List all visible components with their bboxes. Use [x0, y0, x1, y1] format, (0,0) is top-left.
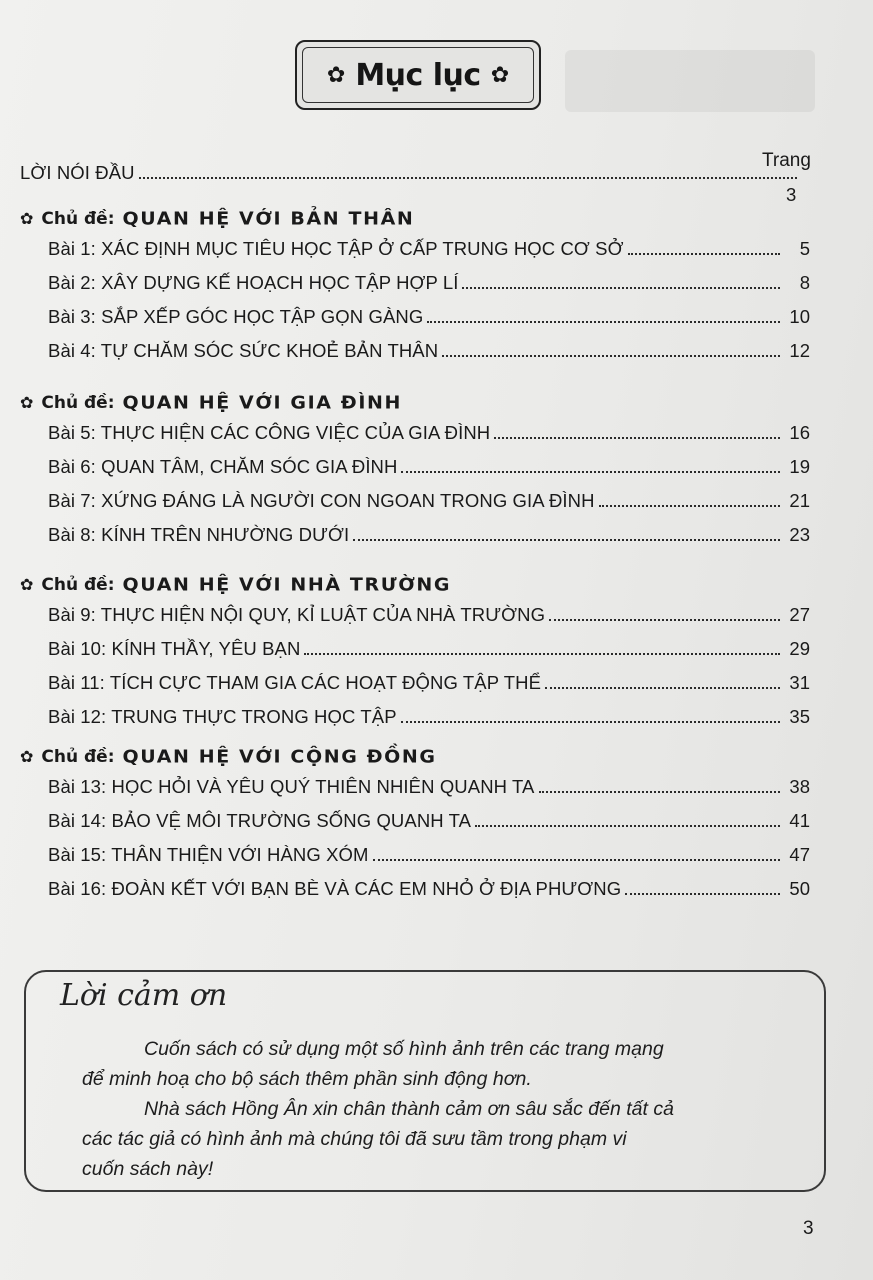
dot-leader: [373, 859, 780, 861]
toc-row: [48, 336, 810, 362]
toc-row: [48, 702, 810, 728]
toc-row-page: 31: [789, 672, 810, 693]
dot-leader: [539, 791, 781, 793]
toc-row: [48, 668, 810, 694]
toc-row: [48, 874, 810, 900]
dot-leader: [462, 287, 780, 289]
topic-prefix: Chủ đề:: [41, 575, 115, 595]
toc-row-label: Bài 4: TỰ CHĂM SÓC SỨC KHOẺ BẢN THÂN: [48, 340, 439, 361]
dot-leader: [401, 721, 780, 723]
toc-row-page: 16: [789, 422, 810, 443]
dot-leader: [475, 825, 780, 827]
toc-row-page: 23: [789, 524, 810, 545]
dot-leader: [549, 619, 780, 621]
thanks-box: [24, 970, 826, 1192]
toc-row: [48, 772, 810, 798]
topic-heading: [20, 572, 451, 598]
dot-leader: [139, 177, 797, 179]
toc-row: [48, 806, 810, 832]
flower-icon: ✿: [326, 62, 346, 87]
toc-row-label: LỜI NÓI ĐẦU: [20, 162, 135, 183]
toc-row-label: Bài 8: KÍNH TRÊN NHƯỜNG DƯỚI: [48, 524, 350, 545]
toc-row-page: 27: [789, 604, 810, 625]
toc-row-label: Bài 7: XỨNG ĐÁNG LÀ NGƯỜI CON NGOAN TRONG GIA ĐÌNH: [48, 490, 595, 511]
toc-row: [48, 452, 810, 478]
toc-row-label: Bài 6: QUAN TÂM, CHĂM SÓC GIA ĐÌNH: [48, 456, 398, 477]
toc-row-label: Bài 2: XÂY DỰNG KẾ HOẠCH HỌC TẬP HỢP LÍ: [48, 272, 459, 293]
thanks-line: Cuốn sách có sử dụng một số hình ảnh trên các trang mạng: [144, 1038, 664, 1060]
dot-leader: [304, 653, 780, 655]
toc-row-label: Bài 11: TÍCH CỰC THAM GIA CÁC HOẠT ĐỘNG TẬP THỂ: [48, 672, 542, 693]
toc-row: [48, 234, 810, 260]
toc-row: [48, 600, 810, 626]
page-column-label: Trang: [762, 150, 811, 171]
toc-row-label: Bài 12: TRUNG THỰC TRONG HỌC TẬP: [48, 706, 397, 727]
topic-name: QUAN HỆ VỚI GIA ĐÌNH: [122, 392, 402, 414]
toc-row-page: 38: [789, 776, 810, 797]
topic-name: QUAN HỆ VỚI NHÀ TRƯỜNG: [122, 574, 452, 596]
toc-row: [48, 520, 810, 546]
flower-icon: ✿: [20, 749, 34, 766]
topic-prefix: Chủ đề:: [41, 393, 115, 413]
toc-row-page: 35: [789, 706, 810, 727]
flower-icon: ✿: [20, 395, 34, 412]
toc-row-page: 50: [789, 878, 810, 899]
toc-row-preface: [20, 158, 803, 184]
dot-leader: [545, 687, 780, 689]
toc-row-label: Bài 15: THÂN THIỆN VỚI HÀNG XÓM: [48, 844, 369, 865]
thanks-line: các tác giả có hình ảnh mà chúng tôi đã sưu tầm trong phạm vi: [82, 1128, 627, 1150]
thanks-line: Nhà sách Hồng Ân xin chân thành cảm ơn sâu sắc đến tất cả: [144, 1098, 674, 1120]
dot-leader: [628, 253, 780, 255]
toc-row-label: Bài 14: BẢO VỆ MÔI TRƯỜNG SỐNG QUANH TA: [48, 810, 472, 831]
toc-row-label: Bài 10: KÍNH THẦY, YÊU BẠN: [48, 638, 301, 659]
flower-icon: ✿: [20, 577, 34, 594]
toc-row-label: Bài 13: HỌC HỎI VÀ YÊU QUÝ THIÊN NHIÊN QUANH TA: [48, 776, 535, 797]
topic-heading: [20, 206, 414, 232]
toc-row-label: Bài 9: THỰC HIỆN NỘI QUY, KỈ LUẬT CỦA NHÀ TRƯỜNG: [48, 604, 546, 625]
toc-row-label: Bài 3: SẮP XẾP GÓC HỌC TẬP GỌN GÀNG: [48, 306, 424, 327]
topic-name: QUAN HỆ VỚI BẢN THÂN: [122, 208, 415, 230]
bleed-through-shape: [565, 50, 815, 112]
flower-icon: ✿: [20, 211, 34, 228]
toc-row-page: 47: [789, 844, 810, 865]
flower-icon: ✿: [490, 62, 510, 87]
topic-prefix: Chủ đề:: [41, 209, 115, 229]
topic-heading: [20, 744, 437, 770]
toc-row-page: 5: [799, 238, 810, 259]
toc-row: [48, 634, 810, 660]
toc-row: [48, 486, 810, 512]
topic-heading: [20, 390, 402, 416]
toc-row-label: Bài 16: ĐOÀN KẾT VỚI BẠN BÈ VÀ CÁC EM NHỎ Ở ĐỊA PHƯƠNG: [48, 878, 622, 899]
toc-row-page: 8: [799, 272, 810, 293]
toc-row-page: 41: [789, 810, 810, 831]
dot-leader: [625, 893, 780, 895]
toc-row-page: 10: [789, 306, 810, 327]
thanks-title: Lời cảm ơn: [60, 978, 228, 1013]
toc-row: [48, 418, 810, 444]
dot-leader: [442, 355, 780, 357]
dot-leader: [599, 505, 780, 507]
topic-name: QUAN HỆ VỚI CỘNG ĐỒNG: [122, 746, 437, 768]
thanks-line: để minh hoạ cho bộ sách thêm phần sinh động hơn.: [82, 1068, 532, 1090]
toc-row-page: 19: [789, 456, 810, 477]
toc-row-page: 29: [789, 638, 810, 659]
toc-title: Mục lục: [355, 57, 481, 93]
toc-row-page: 3: [786, 184, 797, 205]
dot-leader: [427, 321, 780, 323]
dot-leader: [494, 437, 780, 439]
page-number: 3: [803, 1218, 814, 1239]
toc-row-page: 21: [789, 490, 810, 511]
toc-row-page: 12: [789, 340, 810, 361]
toc-row-label: Bài 1: XÁC ĐỊNH MỤC TIÊU HỌC TẬP Ở CẤP TRUNG HỌC CƠ SỞ: [48, 238, 624, 259]
dot-leader: [401, 471, 780, 473]
toc-row: [48, 840, 810, 866]
toc-title-box: [295, 40, 541, 110]
toc-row-label: Bài 5: THỰC HIỆN CÁC CÔNG VIỆC CỦA GIA ĐÌNH: [48, 422, 491, 443]
dot-leader: [353, 539, 780, 541]
toc-row: [48, 268, 810, 294]
thanks-line: cuốn sách này!: [82, 1158, 214, 1180]
toc-row: [48, 302, 810, 328]
topic-prefix: Chủ đề:: [41, 747, 115, 767]
